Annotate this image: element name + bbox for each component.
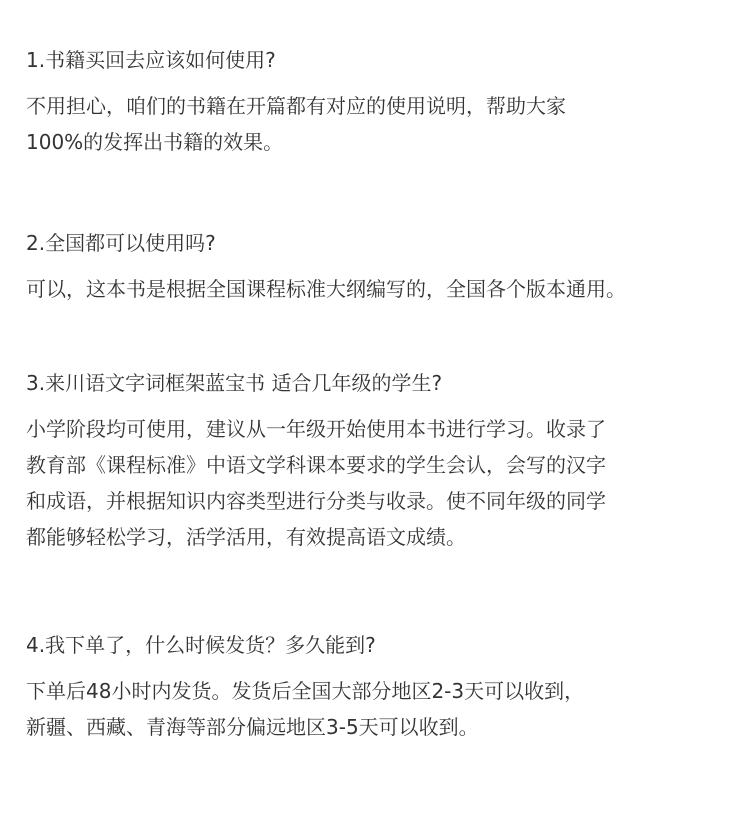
faq-answer [26,271,716,307]
faq-answer-line: 新疆、西藏、青海等部分偏远地区3-5天可以收到。 [26,715,479,739]
faq-answer [26,411,716,555]
faq-question: 1.书籍买回去应该如何使用? [26,48,276,72]
faq-item [26,630,716,745]
faq-question: 3.来川语文字词框架蓝宝书 适合几年级的学生? [26,371,443,395]
faq-question: 4.我下单了，什么时候发货？多久能到? [26,633,376,657]
faq-answer-line: 教育部《课程标准》中语文学科课本要求的学生会认，会写的汉字 [26,453,606,477]
faq-answer-line: 和成语，并根据知识内容类型进行分类与收录。使不同年级的同学 [26,489,606,513]
faq-answer-line: 不用担心，咱们的书籍在开篇都有对应的使用说明，帮助大家 [26,94,566,118]
faq-answer-line: 可以，这本书是根据全国课程标准大纲编写的，全国各个版本通用。 [26,277,626,301]
faq-item [26,45,716,160]
faq-answer [26,673,716,745]
faq-answer [26,88,716,160]
faq-item [26,228,716,307]
faq-item [26,368,716,555]
faq-answer-line: 小学阶段均可使用，建议从一年级开始使用本书进行学习。收录了 [26,417,606,441]
faq-answer-line: 都能够轻松学习，活学活用，有效提高语文成绩。 [26,525,466,549]
faq-question: 2.全国都可以使用吗? [26,231,216,255]
faq-answer-line: 100%的发挥出书籍的效果。 [26,130,284,154]
faq-answer-line: 下单后48小时内发货。发货后全国大部分地区2-3天可以收到， [26,679,585,703]
